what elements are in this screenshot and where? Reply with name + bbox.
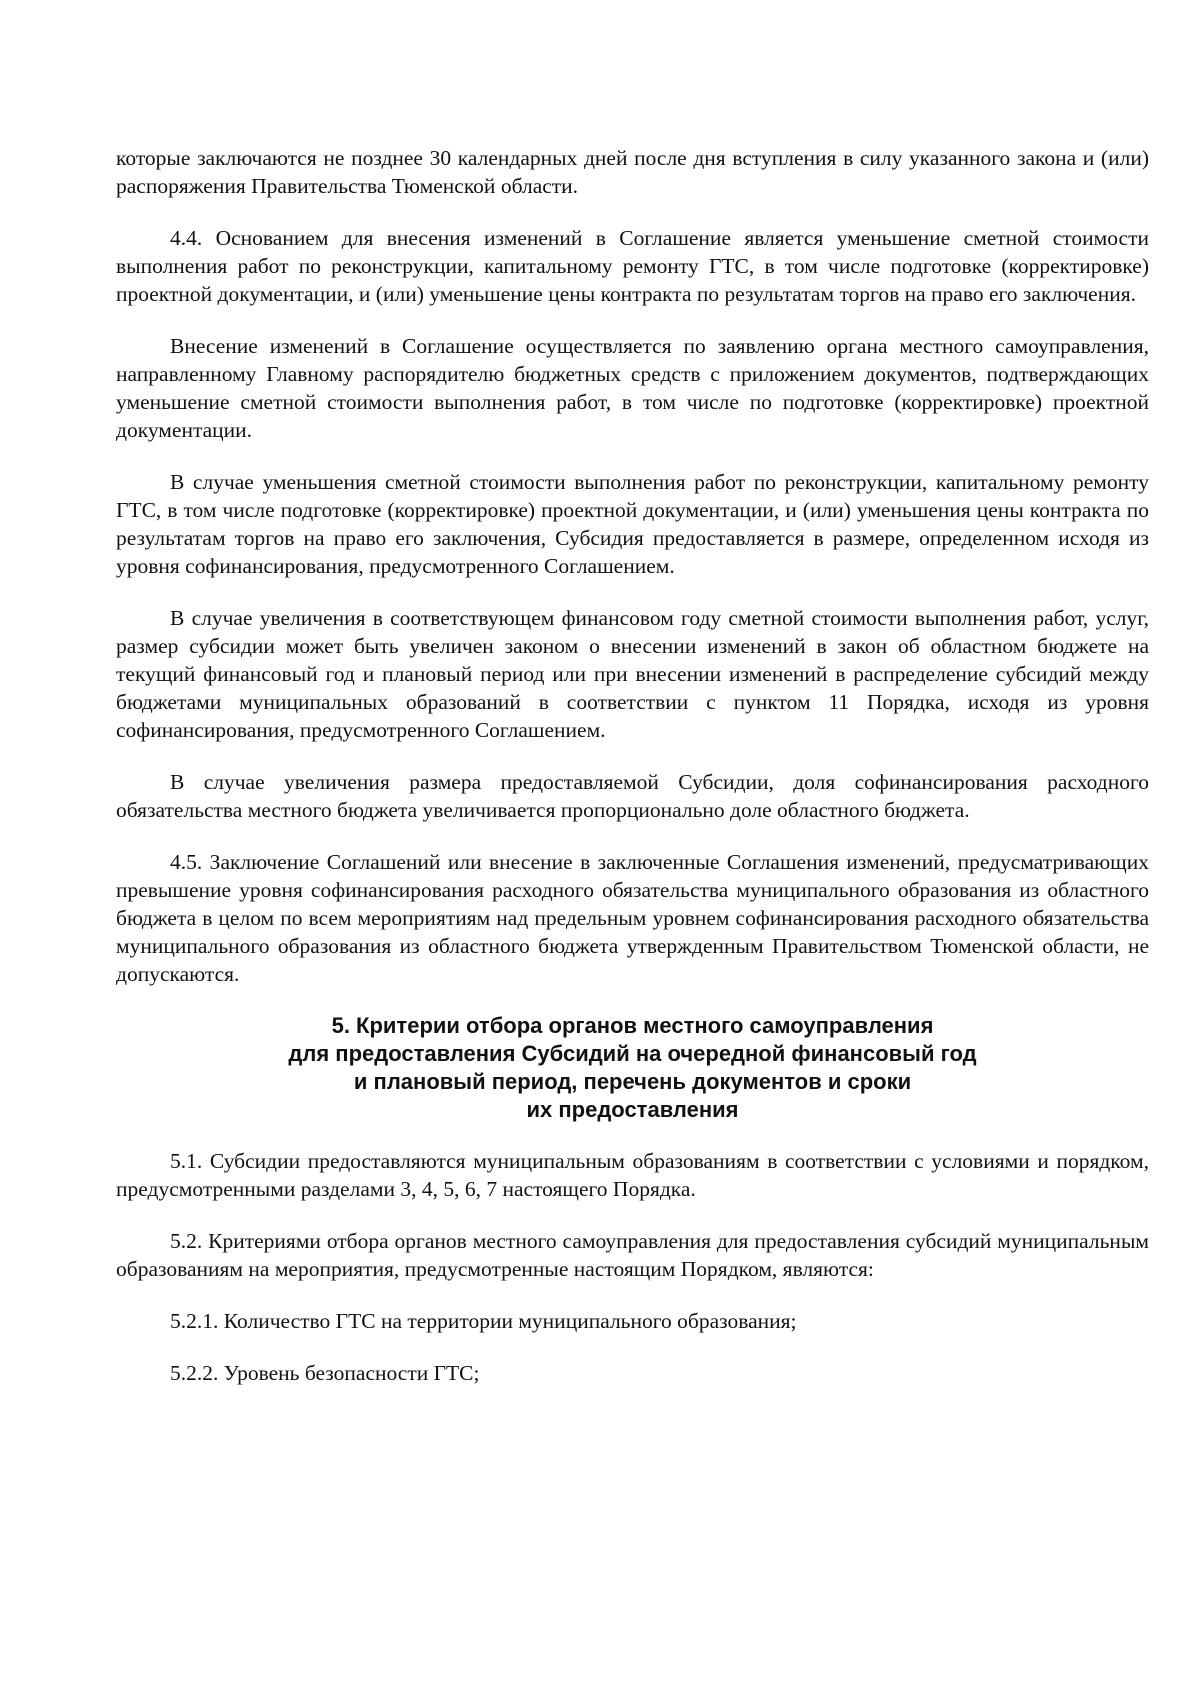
- paragraph-4-4: 4.4. Основанием для внесения изменений в Соглашение является уменьшение сметной стоимости выполнения работ по реконструкции, капитальному ремонту ГТС, в том числе подготовке (корректировке) проектной документации, и (или) уменьшение цены контракта по результатам торгов на право его заключения.: [116, 226, 1149, 306]
- paragraph-5-2-2: 5.2.2. Уровень безопасности ГТС;: [170, 1361, 480, 1385]
- paragraph-cofinancing-share: В случае увеличения размера предоставляемой Субсидии, доля софинансирования расходного обязательства местного бюджета увеличивается пропорционально доле областного бюджета.: [116, 770, 1149, 822]
- section-heading-line: и плановый период, перечень документов и сроки: [353, 1069, 912, 1094]
- section-5-heading: [116, 1012, 1149, 1124]
- paragraph-4-5: 4.5. Заключение Соглашений или внесение в заключенные Соглашения изменений, предусматривающих превышение уровня софинансирования расходного обязательства муниципального образования из областного бюджета в целом по всем мероприятиям над предельным уровнем софинансирования расходного обязательства муниципального образования из областного бюджета утвержденным Правительством Тюменской области, не допускаются.: [116, 850, 1149, 986]
- paragraph-5-2-1: 5.2.1. Количество ГТС на территории муниципального образования;: [170, 1309, 797, 1333]
- paragraph-5-1: 5.1. Субсидии предоставляются муниципальным образованиям в соответствии с условиями и порядком, предусмотренными разделами 3, 4, 5, 6, 7 настоящего Порядка.: [116, 1149, 1149, 1201]
- paragraph-5-2: 5.2. Критериями отбора органов местного самоуправления для предоставления субсидий муниципальным образованиям на мероприятия, предусмотренные настоящим Порядком, являются:: [116, 1229, 1149, 1281]
- section-heading-line: 5. Критерии отбора органов местного самоуправления: [331, 1013, 934, 1038]
- paragraph-cost-increase: В случае увеличения в соответствующем финансовом году сметной стоимости выполнения работ, услуг, размер субсидии может быть увеличен законом о внесении изменений в закон об областном бюджете на текущий финансовый год и плановый период или при внесении изменений в распределение субсидий между бюджетами муниципальных образований в соответствии с пунктом 11 Порядка, исходя из уровня софинансирования, предусмотренного Соглашением.: [116, 606, 1149, 742]
- section-heading-line: их предоставления: [526, 1097, 739, 1122]
- document-body: [116, 144, 1149, 1411]
- paragraph-amendment-procedure: Внесение изменений в Соглашение осуществляется по заявлению органа местного самоуправления, направленному Главному распорядителю бюджетных средств с приложением документов, подтверждающих уменьшение сметной стоимости выполнения работ, в том числе по подготовке (корректировке) проектной документации.: [116, 334, 1149, 442]
- paragraph-continuation: которые заключаются не позднее 30 календарных дней после дня вступления в силу указанного закона и (или) распоряжения Правительства Тюменской области.: [116, 146, 1149, 198]
- section-heading-line: для предоставления Субсидий на очередной финансовый год: [288, 1041, 977, 1066]
- paragraph-cost-decrease: В случае уменьшения сметной стоимости выполнения работ по реконструкции, капитальному ремонту ГТС, в том числе подготовке (корректировке) проектной документации, и (или) уменьшения цены контракта по результатам торгов на право его заключения, Субсидия предоставляется в размере, определенном исходя из уровня софинансирования, предусмотренного Соглашением.: [116, 470, 1149, 578]
